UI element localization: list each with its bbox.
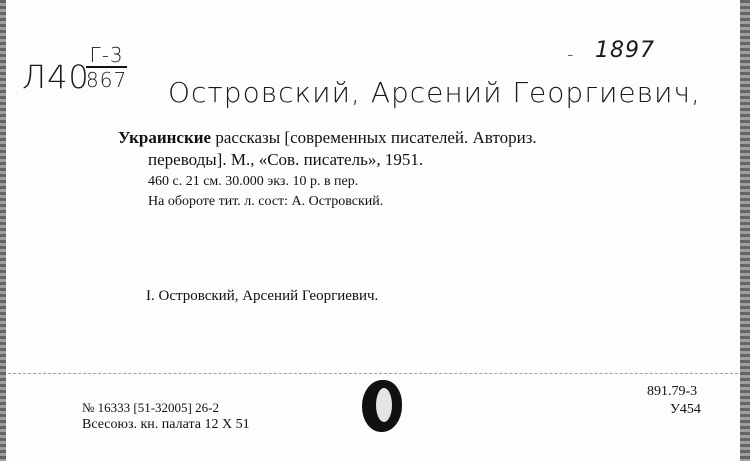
title-bold: Украинские: [118, 128, 212, 147]
footer-author-mark: У454: [670, 402, 701, 417]
title-rest: рассказы [современных писателей. Авториз.: [215, 128, 537, 147]
imprint-line: переводы]. М., «Сов. писатель», 1951.: [148, 150, 424, 169]
collation-line: 460 с. 21 см. 30.000 экз. 10 р. в пер.: [148, 174, 359, 189]
footer-chamber: Всесоюз. кн. палата 12 X 51: [82, 417, 250, 432]
card-left-edge: [0, 0, 6, 461]
punch-hole: [362, 380, 402, 432]
card-right-edge: [740, 0, 750, 461]
note-line: На обороте тит. л. сост: А. Островский.: [148, 194, 384, 209]
footer-record-number: № 16333 [51-32005] 26-2: [82, 400, 219, 415]
year-note: 1897: [595, 38, 655, 63]
divider-line: [8, 373, 738, 374]
shelf-denominator: 867: [86, 68, 128, 92]
tracing-line: I. Островский, Арсений Георгиевич.: [146, 288, 379, 304]
year-dash: -: [567, 44, 575, 65]
title-line: [118, 128, 537, 148]
shelf-prefix: Л40: [22, 58, 90, 96]
shelf-numerator: Г-3: [86, 44, 127, 68]
author-handwritten: Островский, Арсений Георгиевич,: [168, 76, 701, 109]
shelf-fraction: [86, 44, 127, 92]
footer-classification: 891.79-3: [647, 384, 698, 399]
